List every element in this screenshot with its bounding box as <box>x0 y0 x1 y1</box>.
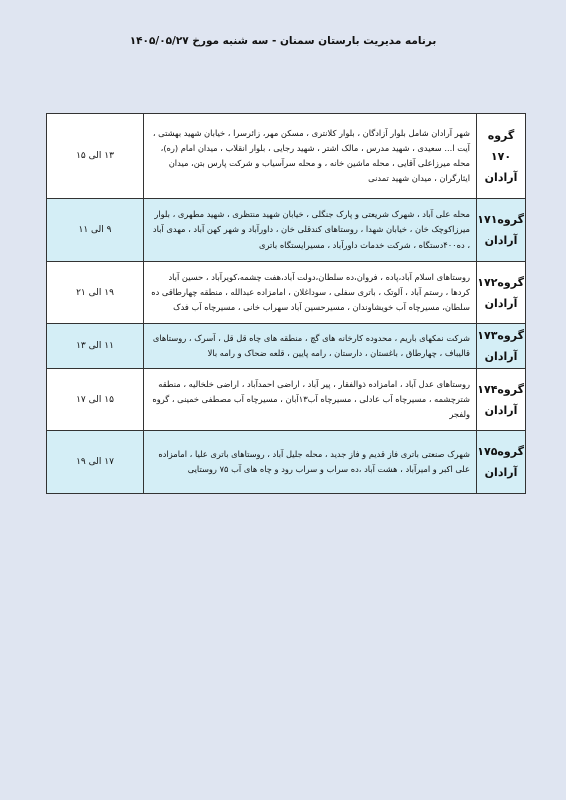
group-number: گروه۱۷۳ <box>477 329 524 342</box>
table-row <box>47 114 526 199</box>
group-name: آرادان <box>484 403 518 417</box>
time-cell: ۱۹ الی ۲۱ <box>47 262 144 324</box>
areas-cell: شهرک صنعتی باتری فاز قدیم و فاز جدید ، محله جلیل آباد ، روستاهای باتری علیا ، امامزاده علی اکبر و امیرآباد ، هشت آباد ،ده سراب و سراب رود و چاه های آب ۷۵ روستایی <box>144 431 477 494</box>
areas-cell: محله علی آباد ، شهرک شریعتی و پارک جنگلی ، خیابان شهید منتظری ، شهید مطهری ، بلوار میرزاکوچک خان ، خیابان شهدا ، روستاهای کندقلی خان ، داورآباد و شهر کهن آباد ، مهدی آباد ، ده۴۰۰دستگاه ، شرکت خدمات داورآباد ، مسیرایستگاه باتری <box>144 199 477 262</box>
time-cell: ۱۳ الی ۱۵ <box>47 114 144 199</box>
time-cell: ۱۱ الی ۱۳ <box>47 324 144 369</box>
time-cell: ۱۵ الی ۱۷ <box>47 369 144 431</box>
group-number: گروه۱۷۴ <box>477 382 524 396</box>
schedule-table <box>46 113 526 494</box>
areas-cell: شرکت نمکهای باریم ، محدوده کارخانه های گچ ، منطقه های چاه قل قل ، آسرک ، روستاهای قالیباف ، چهارطاق ، باغستان ، دارستان ، رامه پایین ، قلعه ضحاک و رامه بالا <box>144 324 477 369</box>
areas-cell: روستاهای اسلام آباد،پاده ، فروان،ده سلطان،دولت آباد،هفت چشمه،کویرآباد ، حسین آباد کردها ، رستم آباد ، آلوتک ، باتری سفلی ، سوداغلان ، امامزاده عبدالله ، منطقه چهارطاقی ده سلطان، مسیرچاه آب خویشاوندان ، مسیرحسین آباد سهراب خانی ، مسیرچاه آب فدک <box>144 262 477 324</box>
areas-cell: روستاهای عدل آباد ، امامزاده ذوالفقار ، پیر آباد ، اراضی احمدآباد ، اراضی خلخالیه ، منطقه شترچشمه ، مسیرچاه آب عادلی ، مسیرچاه آب۱۳آبان ، مسیرچاه آب مصطفی خمینی ، گروه ولفجر <box>144 369 477 431</box>
time-cell: ۱۷ الی ۱۹ <box>47 431 144 494</box>
page-title: برنامه مدیریت بارستان سمنان - سه شنبه مورخ ۱۴۰۵/۰۵/۲۷ <box>129 35 437 47</box>
group-number: گروه ۱۷۰ <box>487 128 515 163</box>
group-name: آرادان <box>484 170 518 184</box>
group-number: گروه۱۷۱ <box>477 213 524 226</box>
group-cell <box>477 199 526 262</box>
table-row <box>47 199 526 262</box>
group-name: آرادان <box>484 234 518 247</box>
group-name: آرادان <box>484 466 518 479</box>
table-row <box>47 369 526 431</box>
group-name: آرادان <box>484 296 518 310</box>
areas-cell: شهر آرادان شامل بلوار آزادگان ، بلوار کلانتری ، مسکن مهر، زائرسرا ، خیابان شهید بهشتی ، آیت ا... سعیدی ، شهید مدرس ، مالک اشتر ، شهید رجایی ، بلوار انقلاب ، میدان امام (ره)، محله میرزاعلی آقایی ، محله ماشین خانه ، و محله سرآسیاب و شرکت پارس بتن، میدان ایثارگران ، میدان شهید تمدنی <box>144 114 477 199</box>
group-cell <box>477 114 526 199</box>
group-cell <box>477 431 526 494</box>
group-cell <box>477 262 526 324</box>
table-row <box>47 262 526 324</box>
table-row <box>47 324 526 369</box>
group-cell <box>477 324 526 369</box>
group-number: گروه۱۷۲ <box>477 275 524 289</box>
group-cell <box>477 369 526 431</box>
time-cell: ۹ الی ۱۱ <box>47 199 144 262</box>
group-number: گروه۱۷۵ <box>477 445 524 458</box>
group-name: آرادان <box>484 350 518 363</box>
table-row <box>47 431 526 494</box>
